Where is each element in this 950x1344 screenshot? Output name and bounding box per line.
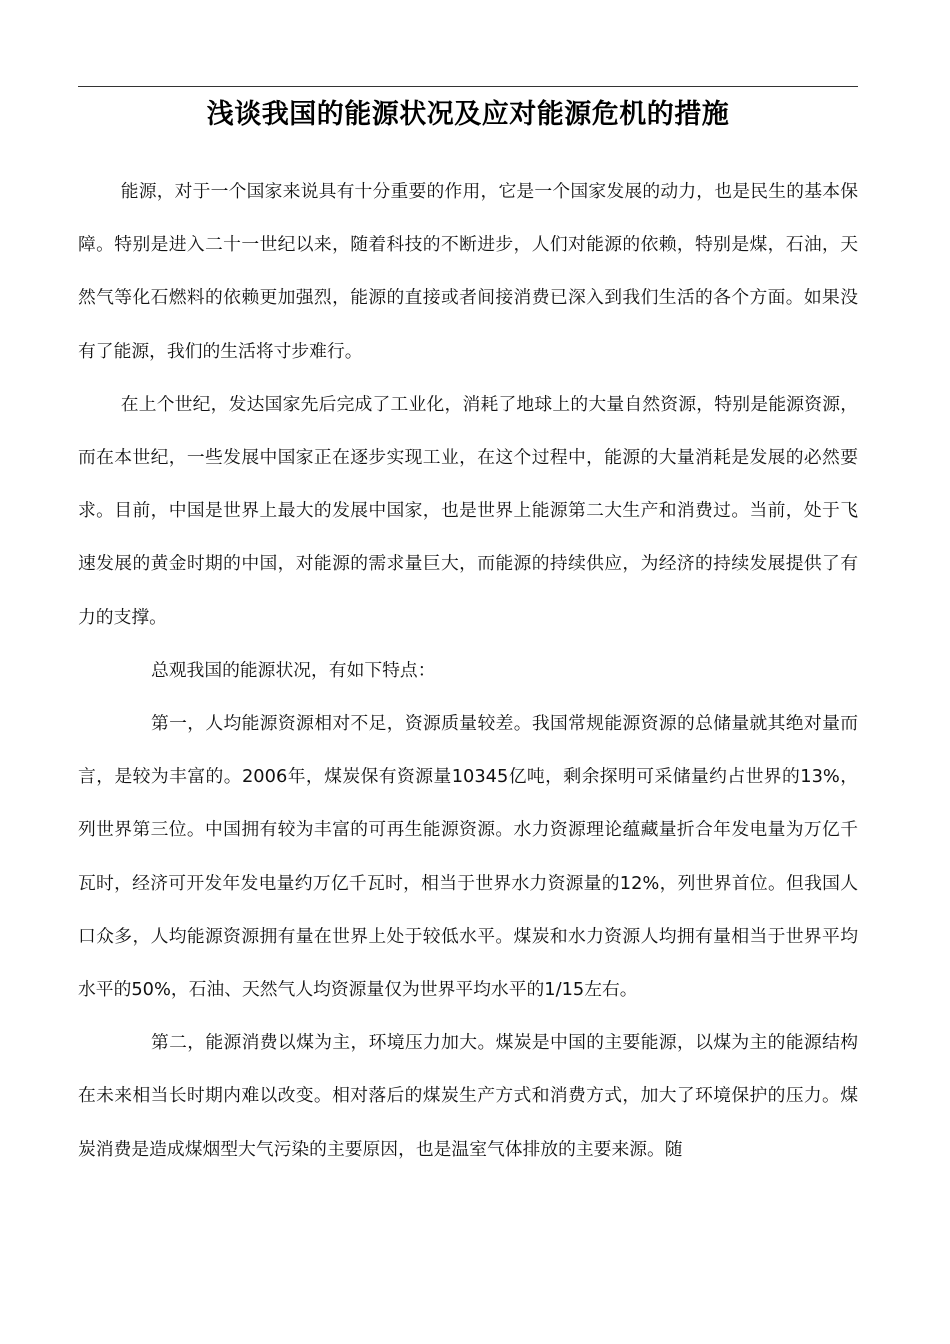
document-title: 浅谈我国的能源状况及应对能源危机的措施	[206, 99, 730, 130]
paragraph-background: 在上个世纪，发达国家先后完成了工业化，消耗了地球上的大量自然资源，特别是能源资源，而在本世纪，一些发展中国家正在逐步实现工业，在这个过程中，能源的大量消耗是发展的必然要求。目前，中国是世界上最大的发展中国家，也是世界上能源第二大生产和消费过。当前，处于飞速发展的黄金时期的中国，对能源的需求量巨大，而能源的持续供应，为经济的持续发展提供了有力的支撑。	[78, 393, 858, 628]
paragraph-overview: 总观我国的能源状况，有如下特点：	[150, 659, 436, 681]
paragraph-intro: 能源，对于一个国家来说具有十分重要的作用，它是一个国家发展的动力，也是民生的基本保障。特别是进入二十一世纪以来，随着科技的不断进步，人们对能源的依赖，特别是煤，石油，天然气等化石燃料的依赖更加强烈，能源的直接或者间接消费已深入到我们生活的各个方面。如果没有了能源，我们的生活将寸步难行。	[78, 181, 858, 362]
paragraph-point-one: 第一，人均能源资源相对不足，资源质量较差。我国常规能源资源的总储量就其绝对量而言，是较为丰富的。2006年，煤炭保有资源量10345亿吨，剩余探明可采储量约占世界的13%，列世界第三位。中国拥有较为丰富的可再生能源资源。水力资源理论蕴藏量折合年发电量为万亿千瓦时，经济可开发年发电量约万亿千瓦时，相当于世界水力资源量的12%，列世界首位。但我国人口众多，人均能源资源拥有量在世界上处于较低水平。煤炭和水力资源人均拥有量相当于世界平均水平的50%，石油、天然气人均资源量仅为世界平均水平的1/15左右。	[78, 713, 858, 1001]
paragraph-point-two: 第二，能源消费以煤为主，环境压力加大。煤炭是中国的主要能源，以煤为主的能源结构在未来相当长时期内难以改变。相对落后的煤炭生产方式和消费方式，加大了环境保护的压力。煤炭消费是造成煤烟型大气污染的主要原因，也是温室气体排放的主要来源。随	[78, 1032, 858, 1160]
document-body	[78, 165, 858, 1176]
document-page	[78, 86, 858, 1176]
header-rule	[78, 86, 858, 87]
